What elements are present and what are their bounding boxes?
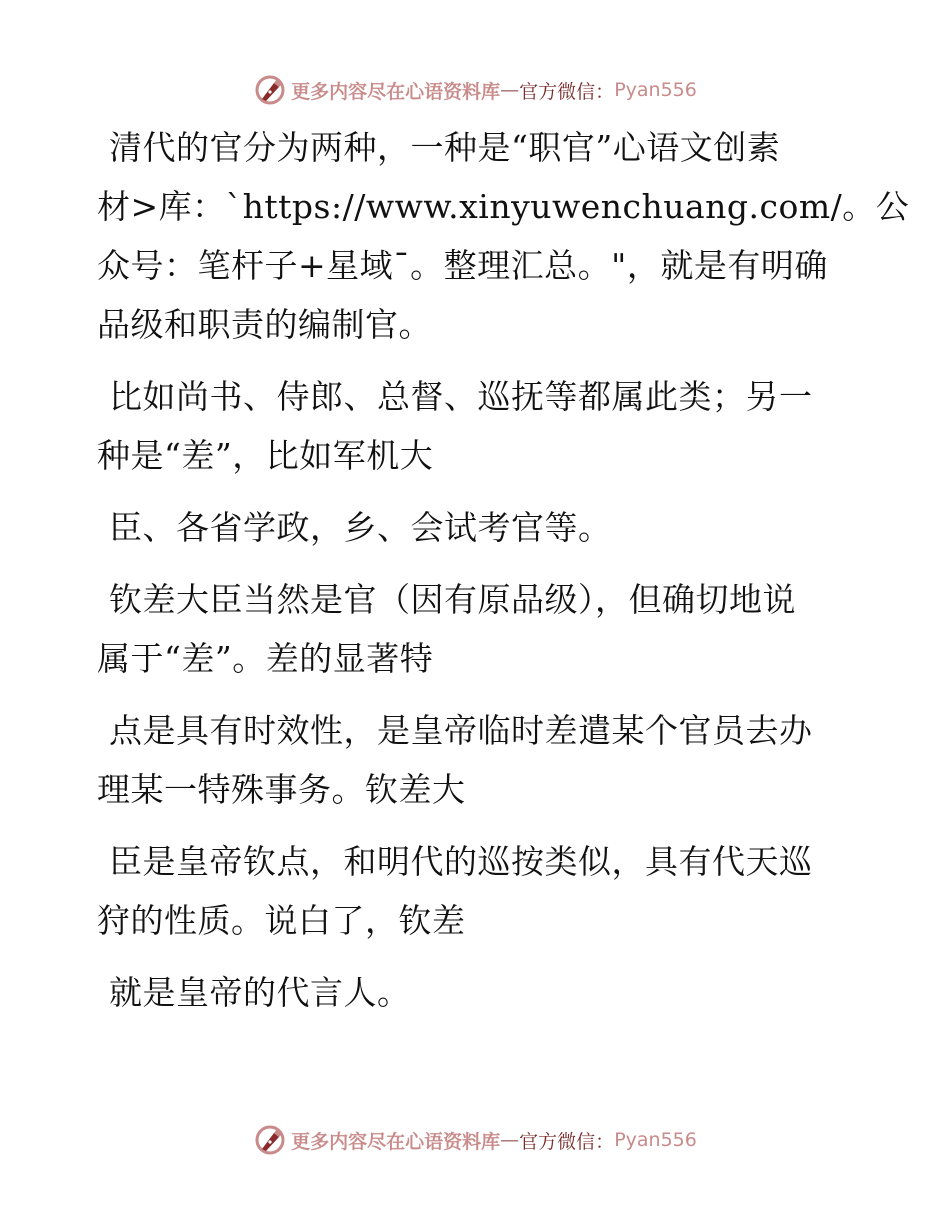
text-line: 点是具有时效性，是皇帝临时差遣某个官员去办	[109, 711, 813, 750]
text-line: 狩的性质。说白了，钦差	[97, 901, 466, 940]
text-line: 就是皇帝的代言人。	[109, 973, 411, 1012]
text-line: 种是“差”，比如军机大	[97, 436, 434, 475]
pen-nib-logo-icon	[253, 1123, 287, 1157]
banner-wechat-label: 官方微信：	[519, 1130, 615, 1153]
pen-nib-logo-icon	[253, 73, 287, 107]
text-line: 臣、各省学政，乡、会试考官等。	[109, 508, 612, 547]
text-line: 属于“差”。差的显著特	[97, 639, 434, 678]
banner-wechat-label: 官方微信：	[519, 80, 615, 103]
paragraph	[97, 118, 910, 354]
banner-wechat-id: Pyan556	[614, 1129, 697, 1151]
text-line: 臣是皇帝钦点，和明代的巡按类似，具有代天巡	[109, 842, 813, 881]
paragraph	[97, 963, 837, 1022]
footer-banner	[0, 1120, 950, 1160]
document-body	[97, 118, 910, 1035]
text-line: 众号：笔杆子+星域¯。整理汇总。"，就是有明确	[97, 246, 828, 285]
paragraph	[97, 367, 837, 485]
paragraph	[97, 832, 837, 950]
banner-dash: —	[500, 79, 520, 101]
paragraph	[97, 701, 837, 819]
banner-dash: —	[500, 1129, 520, 1151]
banner-library-text: 更多内容尽在心语资料库	[291, 1130, 501, 1153]
text-line: 钦差大臣当然是官（因有原品级），但确切地说	[109, 580, 796, 619]
banner-wechat-id: Pyan556	[614, 79, 697, 101]
text-line: 材>库：`https://www.xinyuwenchuang.com/。公	[97, 187, 910, 226]
text-line: 品级和职责的编制官。	[97, 305, 432, 344]
text-line: 理某一特殊事务。钦差大	[97, 770, 466, 809]
header-banner	[0, 70, 950, 110]
text-line: 清代的官分为两种，一种是“职官”心语文创素	[109, 128, 781, 167]
paragraph	[97, 498, 837, 557]
text-line: 比如尚书、侍郎、总督、巡抚等都属此类；另一	[109, 377, 813, 416]
paragraph	[97, 570, 837, 688]
banner-library-text: 更多内容尽在心语资料库	[291, 80, 501, 103]
